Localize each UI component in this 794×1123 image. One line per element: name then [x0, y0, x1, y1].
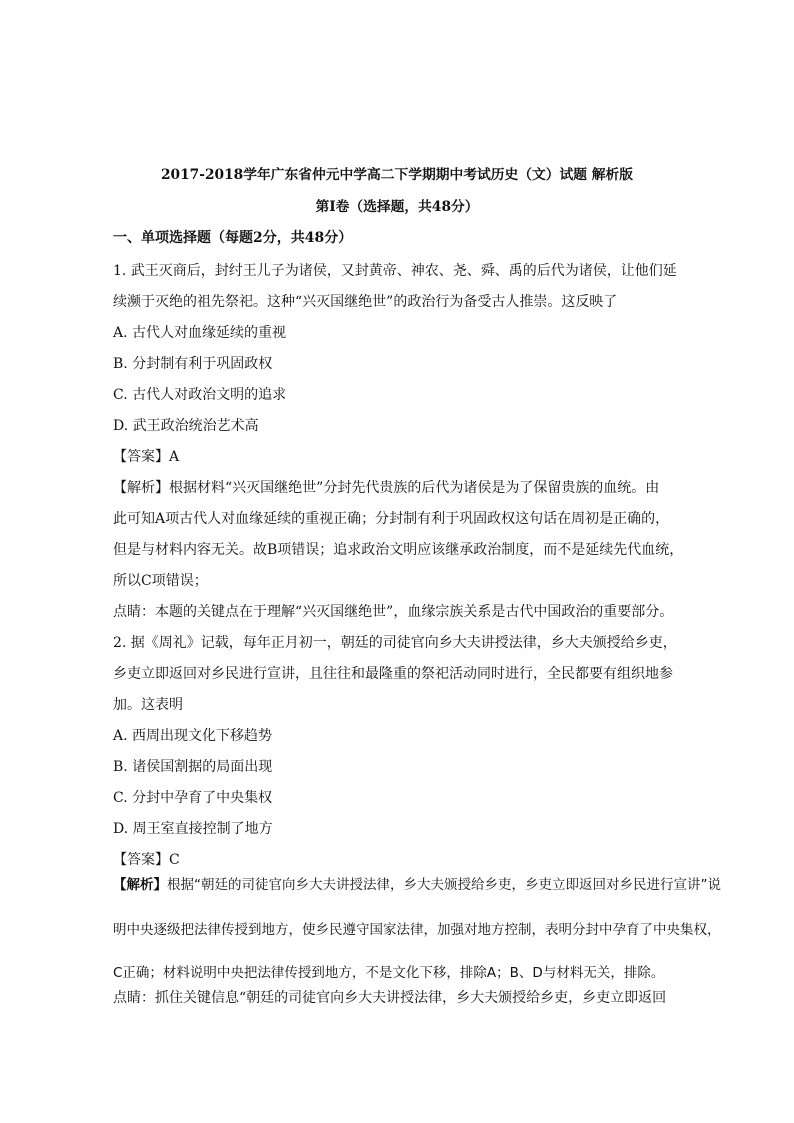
q1-point: 点睛：本题的关键点在于理解“兴灭国继绝世”，血缘宗族关系是古代中国政治的重要部分。 [113, 604, 674, 620]
q2-answer: 【答案】C [113, 852, 180, 868]
q2-analysis-line-1 [113, 876, 721, 894]
q1-option-c: C. 古代人对政治文明的追求 [113, 387, 287, 403]
q2-option-a: A. 西周出现文化下移趋势 [113, 728, 273, 744]
q2-stem-line-2: 乡吏立即返回对乡民进行宣讲，且往往和最隆重的祭祀活动同时进行，全民都要有组织地参 [113, 666, 673, 682]
q2-analysis-line-3: C正确；材料说明中央把法律传授到地方，不是文化下移，排除A；B、D与材料无关，排除。 [113, 965, 665, 981]
q2-analysis-line-2: 明中央逐级把法律传授到地方，使乡民遵守国家法律，加强对地方控制，表明分封中孕育了中央集权， [113, 922, 721, 938]
q1-analysis-line-2: 此可知A项古代人对血缘延续的重视正确；分封制有利于巩固政权这句话在周初是正确的， [113, 511, 670, 527]
q2-stem-line-3: 加。这表明 [113, 697, 183, 713]
q1-analysis-line-1: 【解析】根据材料“兴灭国继绝世”分封先代贵族的后代为诸侯是为了保留贵族的血统。由 [113, 480, 660, 496]
volume-heading: 第Ⅰ卷（选择题，共48分） [315, 199, 479, 215]
q1-option-a: A. 古代人对血缘延续的重视 [113, 325, 287, 341]
q2-point: 点睛：抓住关键信息“朝廷的司徒官向乡大夫讲授法律，乡大夫颁授给乡吏，乡吏立即返回 [113, 990, 667, 1006]
q1-answer: 【答案】A [113, 449, 180, 465]
q1-stem-line-1: 1. 武王灭商后，封纣王儿子为诸侯，又封黄帝、神农、尧、舜、禹的后代为诸侯，让他们延 [113, 263, 677, 279]
q2-option-c: C. 分封中孕育了中央集权 [113, 790, 273, 806]
q2-stem-line-1: 2. 据《周礼》记载，每年正月初一，朝廷的司徒官向乡大夫讲授法律，乡大夫颁授给乡吏， [113, 635, 677, 651]
section-heading: 一、单项选择题（每题2分，共48分） [113, 230, 353, 246]
q2-option-d: D. 周王室直接控制了地方 [113, 821, 273, 837]
q1-option-b: B. 分封制有利于巩固政权 [113, 356, 273, 372]
q1-analysis-line-3: 但是与材料内容无关。故B项错误；追求政治文明应该继承政治制度，而不是延续先代血统， [113, 542, 684, 558]
q2-analysis-text-1: 根据“朝廷的司徒官向乡大夫讲授法律，乡大夫颁授给乡吏，乡吏立即返回对乡民进行宣讲”说 [167, 877, 721, 893]
q1-analysis-line-4: 所以C项错误； [113, 573, 208, 589]
q1-option-d: D. 武王政治统治艺术高 [113, 418, 259, 434]
document-title: 2017-2018学年广东省仲元中学高二下学期期中考试历史（文）试题 解析版 [160, 167, 634, 183]
q2-option-b: B. 诸侯国割据的局面出现 [113, 759, 273, 775]
q1-stem-line-2: 续濒于灭绝的祖先祭祀。这种“兴灭国继绝世”的政治行为备受古人推崇。这反映了 [113, 294, 618, 310]
q2-analysis-tag: 【解析】 [113, 877, 167, 893]
